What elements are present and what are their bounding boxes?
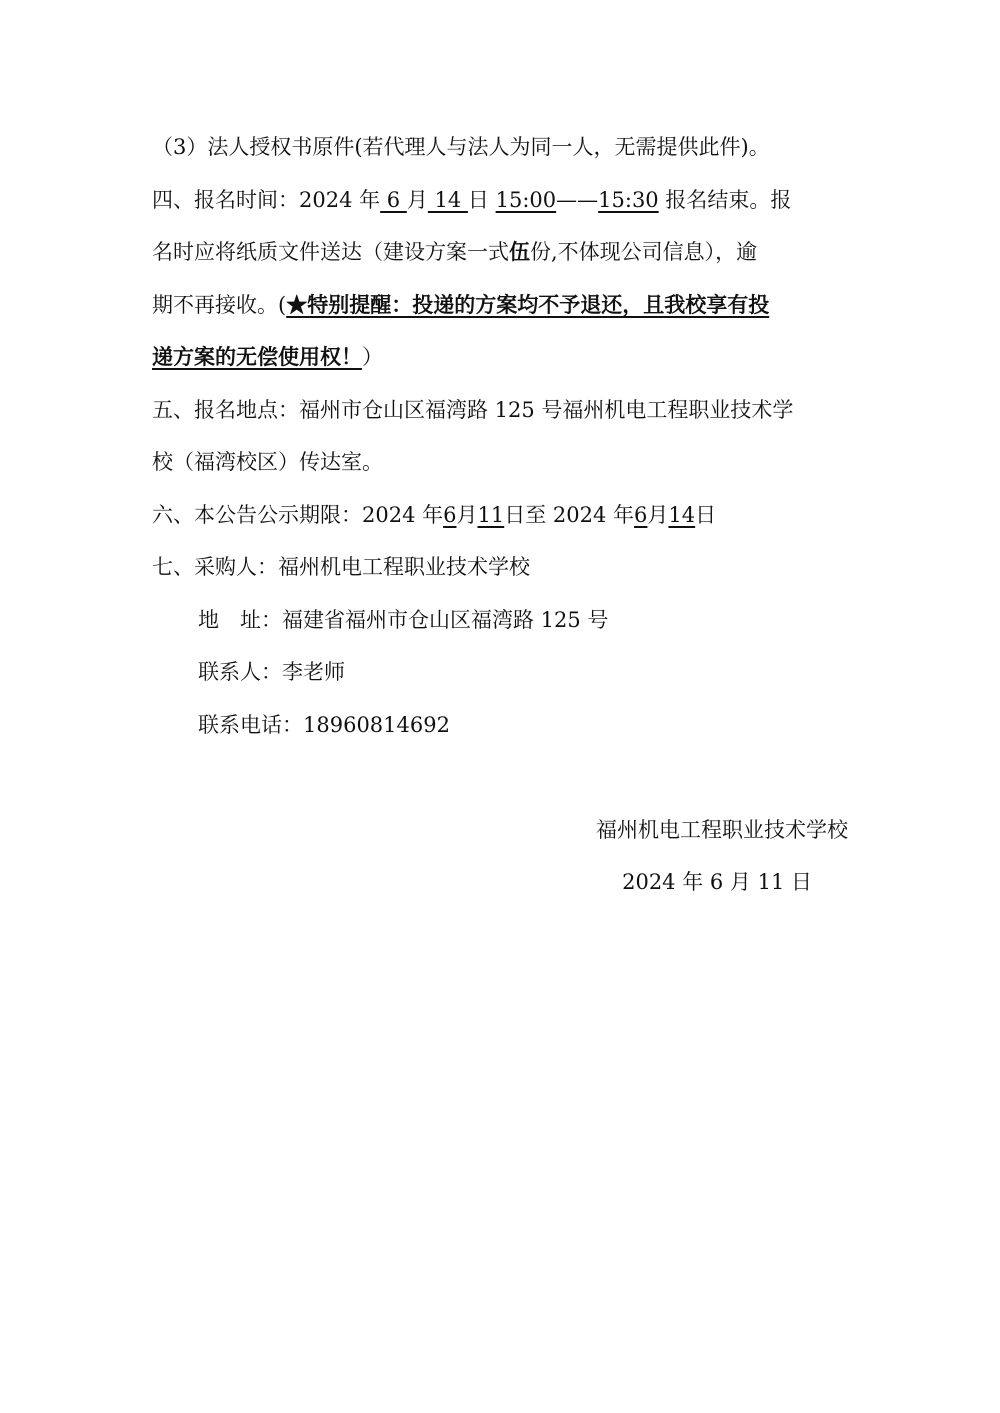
late-notice: 期不再接收。( — [152, 293, 287, 317]
registration-time-suffix: 报名结束。报 — [658, 188, 792, 212]
month-unit-1: 月 — [456, 503, 478, 527]
month-unit: 月 — [406, 188, 428, 212]
period-start-day: 11 — [477, 503, 505, 527]
special-reminder-cont: 递方案的无偿使用权！ — [152, 344, 362, 369]
copies-count: 伍 — [509, 239, 530, 264]
purchaser-address: 地 址：福建省福州市仓山区福湾路 125 号 — [198, 608, 609, 632]
submission-text: 名时应将纸质文件送达（建设方案一式 — [152, 240, 509, 264]
period-start-month: 6 — [443, 503, 457, 527]
special-reminder: ★特别提醒：投递的方案均不予退还，且我校享有投 — [286, 292, 770, 317]
period-end: 日 — [695, 503, 717, 527]
registration-end-time: 15:30 — [598, 188, 659, 212]
signature-organization: 福州机电工程职业技术学校 — [596, 818, 848, 842]
registration-time-line-4 — [152, 342, 852, 372]
item-3-authorization: （3）法人授权书原件(若代理人与法人为同一人，无需提供此件)。 — [152, 135, 770, 159]
signature-date: 2024 年 6 月 11 日 — [622, 870, 812, 894]
period-end-day: 14 — [668, 503, 696, 527]
registration-time-prefix: 四、报名时间：2024 年 — [152, 188, 381, 212]
purchaser-contact: 联系人：李老师 — [198, 660, 345, 684]
registration-location-line-2: 校（福湾校区）传达室。 — [152, 450, 383, 474]
purchaser: 七、采购人：福州机电工程职业技术学校 — [152, 555, 530, 579]
month-unit-2: 月 — [647, 503, 669, 527]
registration-location-line-1: 五、报名地点：福州市仓山区福湾路 125 号福州机电工程职业技术学 — [152, 398, 794, 422]
period-prefix: 六、本公告公示期限：2024 年 — [152, 503, 444, 527]
submission-text-cont: 份,不体现公司信息），逾 — [530, 240, 758, 264]
registration-time-line-3 — [152, 290, 852, 320]
reminder-close-paren: ） — [362, 345, 383, 369]
publication-period — [152, 500, 852, 530]
time-dash: —— — [556, 188, 599, 212]
purchaser-phone: 联系电话：18960814692 — [198, 713, 450, 737]
registration-time-line-2 — [152, 237, 852, 267]
registration-time-line-1 — [152, 185, 852, 215]
period-mid: 日至 2024 年 — [504, 503, 635, 527]
period-end-month: 6 — [634, 503, 648, 527]
registration-day: 14 — [427, 188, 468, 212]
registration-start-time: 15:00 — [495, 188, 557, 212]
registration-month: 6 — [380, 188, 407, 212]
day-unit: 日 — [467, 188, 496, 212]
